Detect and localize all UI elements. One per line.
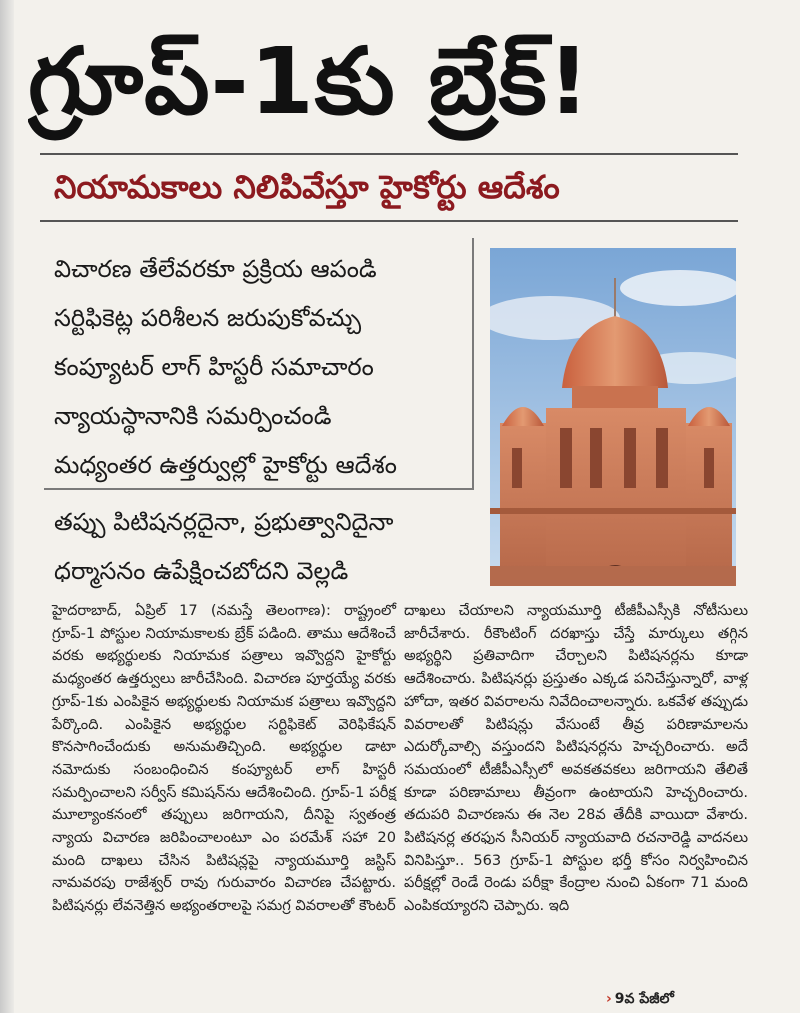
highlight-item: న్యాయస్థానానికి సమర్పించండి bbox=[54, 402, 332, 430]
article-text: దాఖలు చేయాలని న్యాయమూర్తి టీజీపీఎస్సీకి నోటీసులు జారీచేశారు. రీకౌంటింగ్‌ దరఖాస్తు చేస్తే మార్కులు తగ్గిన అభ్యర్థిని ప్రతివాదిగా చేర్చాలని పిటిషనర్లను కూడా ఆదేశించారు. పిటిషనర్లు ప్రస్తుతం ఎక్కడ పనిచేస్తున్నారో, వాళ్ల హోదా, ఇతర వివరాలను నివేదించాలన్నారు. ఒకవేళ తప్పుడు వివరాలతో పిటిషన్లు వేసుంటే తీవ్ర పరిణామాలను ఎదుర్కోవాల్సి వస్తుందని పిటిషనర్లను హెచ్చరించారు. అదే సమయంలో టీజీపీఎస్సీలో అవకతవకలు జరిగాయని తేలితే కూడా పరిణామాలు తీవ్రంగా ఉంటాయని హెచ్చరించారు. తదుపరి విచారణను ఈ నెల 28వ తేదీకి వాయిదా వేశారు. పిటిషనర్ల తరఫున సీనియర్‌ న్యాయవాది రచనారెడ్డి వాదనలు వినిపిస్తూ.. 563 గ్రూప్‌-1 పోస్టుల భర్తీ కోసం నిర్వహించిన పరీక్షల్లో రెండే రెండు పరీక్షా కేంద్రాల నుంచి ఏకంగా 71 మంది ఎంపికయ్యారని చెప్పారు. ఇది bbox=[404, 602, 748, 915]
high-court-photo bbox=[490, 248, 736, 586]
article-column-2 bbox=[404, 600, 748, 918]
article-body bbox=[0, 600, 800, 1013]
rule-top bbox=[40, 153, 738, 155]
continued-page-ref bbox=[606, 991, 674, 1010]
rule-bottom bbox=[40, 220, 738, 222]
high-court-illustration bbox=[490, 248, 736, 586]
highlight-item: విచారణ తేలేవరకూ ప్రక్రియ ఆపండి bbox=[54, 255, 377, 283]
highlight-item: సర్టిఫికెట్ల పరిశీలన జరుపుకోవచ్చు bbox=[54, 304, 362, 332]
highlight-item: కంప్యూటర్‌ లాగ్‌ హిస్టరీ సమాచారం bbox=[54, 353, 374, 381]
highlight-item: తప్పు పిటిషనర్లదైనా, ప్రభుత్వానిదైనా bbox=[54, 508, 394, 536]
headline: గ్రూప్‌-1కు బ్రేక్‌! bbox=[28, 28, 591, 135]
highlight-item: మధ్యంతర ఉత్తర్వుల్లో హైకోర్టు ఆదేశం bbox=[54, 451, 397, 479]
article-column-1 bbox=[52, 600, 396, 918]
page-ref-label: 9వ పేజీలో bbox=[614, 991, 674, 1007]
highlight-item: ధర్మాసనం ఉపేక్షించబోదని వెల్లడి bbox=[54, 557, 349, 585]
article-text: హైదరాబాద్‌, ఏప్రిల్‌ 17 (నమస్తే తెలంగాణ): రాష్ట్రంలో గ్రూప్‌-1 పోస్టుల నియామకాలకు బ్రేక్‌ పడింది. తాము ఆదేశించే వరకు అభ్యర్థులకు నియామక పత్రాలు ఇవ్వొద్దని హైకోర్టు మధ్యంతర ఉత్తర్వులు జారీచేసింది. విచారణ పూర్తయ్యే వరకు గ్రూప్‌-1కు ఎంపికైన అభ్యర్థులకు నియామక పత్రాలు ఇవ్వొద్దని పేర్కొంది. ఎంపికైన అభ్యర్థుల సర్టిఫికెట్‌ వెరిఫికేషన్‌ కొనసాగించేందుకు అనుమతిచ్చింది. అభ్యర్థుల డాటా నమోదుకు సంబంధించిన కంప్యూటర్‌ లాగ్‌ హిస్టరీ సమర్పించాలని సర్వీస్‌ కమిషన్‌ను ఆదేశించింది. గ్రూప్‌-1 పరీక్ష మూల్యాంకనంలో తప్పులు జరిగాయని, దీనిపై స్వతంత్ర న్యాయ విచారణ జరిపించాలంటూ ఎం పరమేశ్‌ సహా 20 మంది దాఖలు చేసిన పిటిషన్లపై న్యాయమూర్తి జస్టిస్‌ నామవరపు రాజేశ్వర్‌ రావు గురువారం విచారణ చేపట్టారు. పిటిషనర్లు లేవనెత్తిన అభ్యంతరాలపై సమగ్ర వివరాలతో కౌంటర్‌ bbox=[52, 602, 396, 915]
subheadline: నియామకాలు నిలిపివేస్తూ హైకోర్టు ఆదేశం bbox=[54, 168, 560, 206]
chevron-right-icon: › bbox=[606, 991, 612, 1007]
